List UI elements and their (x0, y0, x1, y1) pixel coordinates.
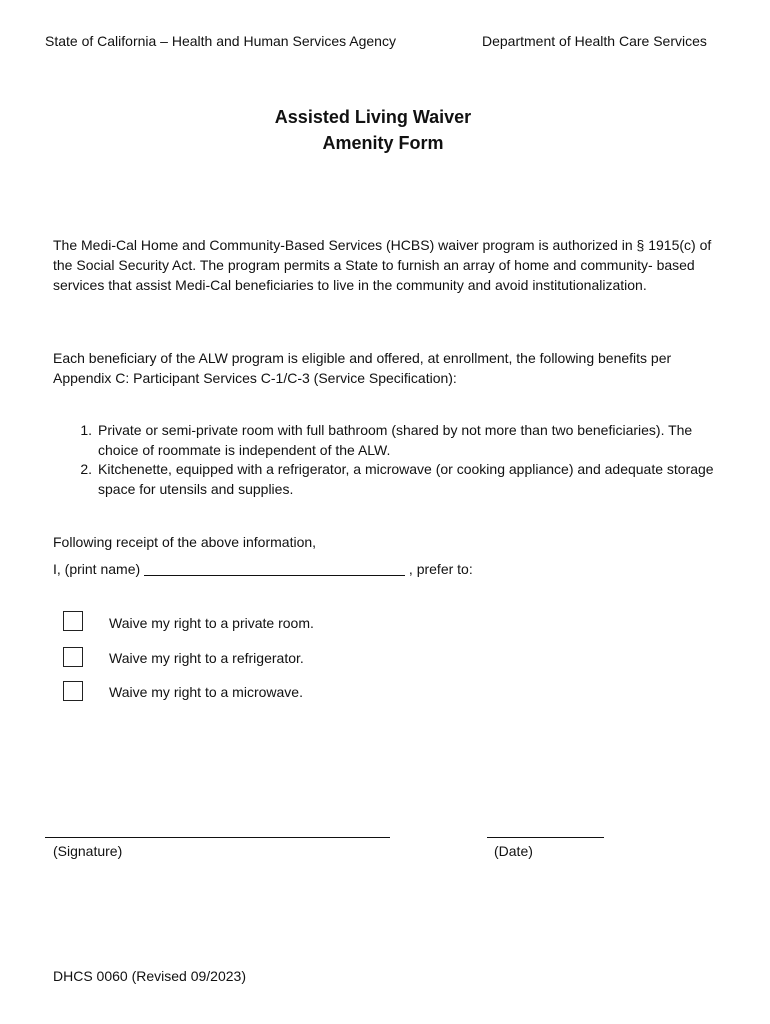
list-item-number: 2. (80, 461, 92, 477)
print-name-row (53, 561, 473, 577)
benefits-paragraph: Each beneficiary of the ALW program is eligible and offered, at enrollment, the following benefits per Appendix C: Participant Services C-1/C-3 (Service Specification): (53, 350, 672, 386)
list-item-text: Kitchenette, equipped with a refrigerator, a microwave (or cooking appliance) and adequate storage space for utensils and supplies. (98, 461, 714, 497)
form-id-footer: DHCS 0060 (Revised 09/2023) (53, 968, 246, 984)
microwave-checkbox[interactable] (63, 681, 83, 701)
date-line[interactable] (487, 837, 604, 838)
form-title-line2: Amenity Form (322, 133, 444, 153)
list-item (53, 460, 723, 499)
refrigerator-label: Waive my right to a refrigerator. (109, 650, 304, 666)
refrigerator-checkbox[interactable] (63, 647, 83, 667)
agency-header: State of California – Health and Human Services Agency (45, 33, 396, 49)
department-header: Department of Health Care Services (482, 33, 707, 49)
signature-label: (Signature) (53, 843, 123, 859)
prefer-to-label: , prefer to: (408, 561, 473, 577)
date-label: (Date) (494, 843, 533, 859)
private-room-label: Waive my right to a private room. (109, 615, 314, 631)
list-item-text: Private or semi-private room with full bathroom (shared by not more than two beneficiaries). The choice of roommate is independent of the ALW. (98, 422, 693, 458)
print-name-label: I, (print name) (53, 561, 141, 577)
list-item (53, 421, 723, 460)
receipt-text: Following receipt of the above information, (53, 534, 317, 550)
print-name-field[interactable] (144, 561, 405, 576)
benefits-list (53, 421, 723, 499)
signature-line[interactable] (45, 837, 390, 838)
form-title-line1: Assisted Living Waiver (274, 107, 472, 127)
private-room-checkbox[interactable] (63, 611, 83, 631)
intro-paragraph: The Medi-Cal Home and Community-Based Services (HCBS) waiver program is authorized in § 1915(c) of the Social Security Act. The program permits a State to furnish an array of home and community- based services that assist Medi-Cal beneficiaries to live in the community and avoid institutionalization. (53, 237, 712, 293)
microwave-label: Waive my right to a microwave. (109, 684, 303, 700)
list-item-number: 1. (80, 422, 92, 438)
